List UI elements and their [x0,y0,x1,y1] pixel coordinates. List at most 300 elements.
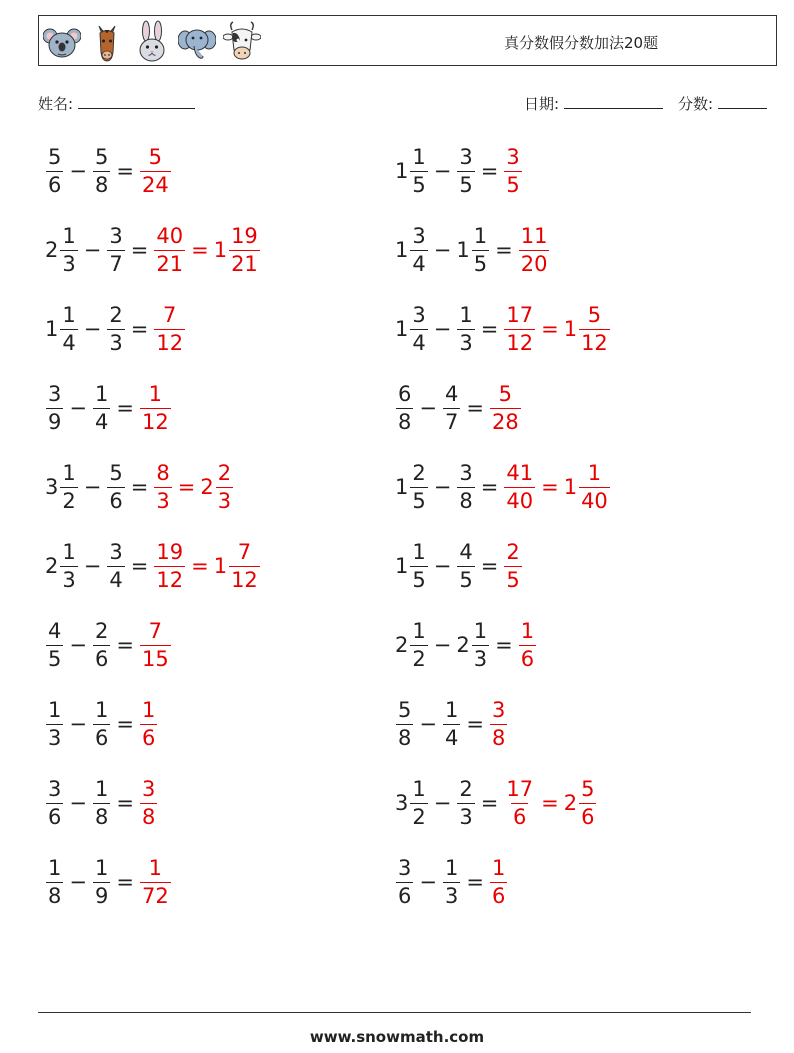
answer-improper-number [153,302,186,355]
date-label: 日期: [524,95,560,113]
answer-improper-denominator: 6 [141,725,156,750]
answer-improper-number [139,855,172,908]
answer-improper-number [503,539,522,592]
subtrahend-numerator: 1 [444,855,459,880]
answer-improper-number [489,855,508,908]
equals-sign: = [466,712,484,736]
name-label: 姓名: [38,95,74,113]
answer-improper-denominator: 6 [513,804,527,829]
answer-equals-sign: = [541,791,559,815]
answer [139,855,172,908]
answer-mixed-numerator: 2 [217,460,232,485]
answer-mixed-number [213,223,261,276]
answer-improper-denominator: 3 [156,488,170,513]
answer-mixed-number [563,460,611,513]
answer-improper-numerator: 1 [491,855,506,880]
minuend-denominator: 3 [62,251,76,276]
equals-sign: = [130,317,149,341]
answer [139,697,158,750]
answer-mixed-denominator: 40 [581,488,608,513]
answer-mixed-numerator: 5 [581,776,595,801]
answer-mixed-whole: 1 [563,317,578,341]
subtrahend-numerator: 1 [94,776,109,801]
answer-mixed-number [563,776,598,829]
subtrahend-denominator: 5 [459,172,473,197]
answer [153,223,260,276]
subtrahend-fraction [457,144,474,197]
answer-improper-number [139,381,172,434]
answer-improper-fraction [504,302,535,355]
answer-improper-number [503,460,536,513]
subtrahend-denominator: 8 [459,488,473,513]
answer-improper-number [518,223,551,276]
subtrahend-denominator: 7 [109,251,123,276]
minuend-fraction [46,776,63,829]
subtrahend-numerator: 1 [459,302,473,327]
subtrahend-number [442,855,461,908]
minuend-denominator: 3 [48,725,62,750]
equals-sign: = [130,238,149,262]
problem-4 [395,220,550,280]
subtrahend-number [456,302,475,355]
answer-mixed-denominator: 12 [581,330,608,355]
answer-improper-numerator: 1 [520,618,535,643]
subtrahend-denominator: 9 [94,883,109,908]
subtrahend-whole: 2 [456,633,470,657]
subtrahend-denominator: 6 [94,725,109,750]
minus-sign: − [419,396,437,420]
minuend-whole: 1 [395,159,409,183]
answer-mixed-whole: 2 [563,791,578,815]
minuend-numerator: 3 [48,776,62,801]
subtrahend-fraction [457,460,474,513]
minus-sign: − [83,475,102,499]
answer-improper-denominator: 12 [141,409,169,434]
subtrahend-denominator: 8 [94,172,109,197]
animal-icons [43,20,268,64]
minus-sign: − [69,870,87,894]
equals-sign: = [480,791,499,815]
answer-improper-denominator: 8 [141,804,156,829]
answer-improper-denominator: 8 [491,725,506,750]
problem-5 [45,299,186,359]
minuend-numerator: 1 [62,302,76,327]
answer-improper-numerator: 11 [520,223,548,248]
minuend-numerator: 3 [398,855,412,880]
subtrahend-fraction [457,302,474,355]
answer [139,381,172,434]
subtrahend-denominator: 5 [473,251,488,276]
minuend-whole: 2 [395,633,409,657]
minuend-fraction [396,381,413,434]
equals-sign: = [480,159,499,183]
minuend-denominator: 8 [398,409,412,434]
problem-7 [45,378,172,438]
answer-improper-numerator: 7 [163,302,177,327]
answer-improper-numerator: 17 [506,776,534,801]
answer-improper-fraction [519,618,536,671]
minuend-numerator: 3 [412,302,426,327]
problem-1 [45,141,172,201]
answer-improper-fraction [154,539,185,592]
answer-mixed-denominator: 12 [231,567,258,592]
subtrahend-fraction [443,855,460,908]
minuend-whole: 1 [395,317,409,341]
minuend-denominator: 8 [398,725,412,750]
minuend-fraction [396,697,413,750]
date-blank [564,94,663,109]
answer-improper-numerator: 2 [506,539,520,564]
minus-sign: − [69,396,87,420]
subtrahend-number [92,776,111,829]
answer-improper-numerator: 17 [506,302,534,327]
answer-improper-numerator: 1 [148,381,163,406]
answer [153,539,260,592]
subtrahend-number [92,618,111,671]
minuend-fraction [410,223,427,276]
minuend-fraction [410,302,427,355]
answer-improper-numerator: 3 [141,776,156,801]
equals-sign: = [116,159,134,183]
answer-improper-denominator: 72 [141,883,169,908]
answer-improper-denominator: 5 [506,172,520,197]
minus-sign: − [83,317,102,341]
answer [153,460,234,513]
subtrahend-number [456,460,475,513]
subtrahend-denominator: 7 [444,409,459,434]
answer-improper-numerator: 40 [156,223,184,248]
score-blank [718,94,767,109]
minuend-fraction [46,144,63,197]
minuend-whole: 2 [45,554,59,578]
answer-improper-number [139,144,172,197]
answer-mixed-number [563,302,611,355]
subtrahend-fraction [107,223,124,276]
elephant-icon [178,20,216,64]
minuend-numerator: 6 [398,381,412,406]
minuend-denominator: 8 [48,883,62,908]
subtrahend-numerator: 1 [473,223,488,248]
answer [489,697,508,750]
answer-improper-fraction [140,144,171,197]
minuend-fraction [46,618,63,671]
minuend-number [45,302,79,355]
answer-equals-sign: = [541,475,559,499]
subtrahend-number [106,223,125,276]
minuend-numerator: 1 [412,776,426,801]
subtrahend-denominator: 3 [473,646,488,671]
minus-sign: − [433,475,452,499]
minuend-denominator: 2 [62,488,76,513]
answer-improper-fraction [504,776,535,829]
subtrahend-fraction [472,223,489,276]
equals-sign: = [480,317,499,341]
minuend-whole: 1 [395,475,409,499]
answer-improper-numerator: 5 [498,381,513,406]
minuend-fraction [410,776,427,829]
minus-sign: − [419,712,437,736]
answer-improper-fraction [504,460,535,513]
answer-improper-fraction [519,223,550,276]
subtrahend-number [442,697,461,750]
name-field [38,93,195,114]
problem-6 [395,299,611,359]
answer-improper-fraction [140,618,171,671]
answer-improper-fraction [504,144,521,197]
minuend-number [45,618,64,671]
minuend-number [45,776,64,829]
answer [153,302,186,355]
minuend-fraction [60,223,77,276]
answer-mixed-numerator: 19 [231,223,258,248]
answer [518,618,537,671]
minuend-numerator: 1 [62,539,76,564]
equals-sign: = [130,475,149,499]
subtrahend-number [456,144,475,197]
subtrahend-numerator: 3 [459,144,473,169]
answer-improper-fraction [490,855,507,908]
subtrahend-number [442,381,461,434]
subtrahend-fraction [93,618,110,671]
answer-mixed-fraction [216,460,233,513]
subtrahend-numerator: 1 [94,381,109,406]
answer-improper-fraction [154,223,185,276]
subtrahend-fraction [93,697,110,750]
minuend-number [395,144,429,197]
subtrahend-denominator: 4 [94,409,109,434]
minuend-number [45,460,79,513]
answer [139,618,172,671]
minuend-denominator: 6 [48,172,62,197]
answer-mixed-whole: 1 [213,554,228,578]
answer-mixed-fraction [579,302,610,355]
equals-sign: = [116,870,134,894]
subtrahend-numerator: 2 [109,302,123,327]
answer-improper-fraction [154,302,185,355]
minuend-number [45,855,64,908]
answer-mixed-numerator: 7 [237,539,252,564]
minus-sign: − [433,791,452,815]
answer [489,855,508,908]
minuend-number [395,302,429,355]
minus-sign: − [433,317,452,341]
minuend-denominator: 2 [412,804,426,829]
answer-improper-fraction [140,776,157,829]
minuend-whole: 2 [45,238,59,262]
problem-20 [395,852,508,912]
subtrahend-fraction [93,381,110,434]
equals-sign: = [466,396,484,420]
answer-improper-denominator: 12 [156,567,184,592]
answer-equals-sign: = [177,475,196,499]
subtrahend-denominator: 3 [459,804,473,829]
minus-sign: − [419,870,437,894]
subtrahend-number [106,302,125,355]
minuend-number [395,381,414,434]
subtrahend-numerator: 3 [109,223,123,248]
minuend-number [45,223,79,276]
minuend-number [395,776,429,829]
answer-equals-sign: = [541,317,559,341]
answer-mixed-whole: 1 [563,475,578,499]
answer-mixed-fraction [579,460,610,513]
footer-website: www.snowmath.com [309,1028,485,1046]
minus-sign: − [69,633,87,657]
problem-3 [45,220,261,280]
subtrahend-fraction [107,460,124,513]
minuend-whole: 3 [45,475,59,499]
answer-improper-fraction [140,381,171,434]
minuend-number [395,697,414,750]
equals-sign: = [495,633,513,657]
problem-14 [395,615,537,675]
subtrahend-denominator: 3 [444,883,459,908]
answer-improper-number [139,618,172,671]
subtrahend-numerator: 2 [459,776,473,801]
answer-mixed-fraction [229,223,260,276]
answer-mixed-fraction [579,776,596,829]
subtrahend-denominator: 3 [459,330,473,355]
subtrahend-fraction [107,539,124,592]
subtrahend-fraction [472,618,489,671]
answer-mixed-denominator: 21 [231,251,258,276]
subtrahend-fraction [443,381,460,434]
subtrahend-denominator: 5 [459,567,473,592]
answer-improper-numerator: 19 [156,539,184,564]
minuend-numerator: 3 [48,381,62,406]
subtrahend-denominator: 8 [94,804,109,829]
problem-17 [45,773,158,833]
answer-mixed-whole: 1 [213,238,228,262]
minuend-fraction [60,302,77,355]
minuend-denominator: 4 [412,251,426,276]
minuend-denominator: 5 [412,488,426,513]
answer-equals-sign: = [191,554,209,578]
problem-13 [45,615,172,675]
answer-improper-numerator: 5 [148,144,163,169]
name-blank [78,94,195,109]
answer-improper-number [153,539,186,592]
minuend-denominator: 9 [48,409,62,434]
subtrahend-number [456,776,475,829]
problem-2 [395,141,523,201]
minus-sign: − [433,554,452,578]
minuend-number [395,223,429,276]
equals-sign: = [116,396,134,420]
answer-improper-denominator: 15 [141,646,169,671]
minuend-denominator: 5 [412,172,426,197]
subtrahend-numerator: 3 [109,539,123,564]
answer-improper-number [503,302,536,355]
minuend-numerator: 1 [412,618,426,643]
answer-improper-denominator: 12 [506,330,534,355]
problem-19 [45,852,172,912]
answer [489,381,522,434]
problem-12 [395,536,523,596]
score-field [678,93,767,114]
minuend-fraction [410,539,427,592]
answer-improper-number [503,144,522,197]
subtrahend-numerator: 1 [444,697,459,722]
minus-sign: − [433,159,452,183]
subtrahend-fraction [457,776,474,829]
answer-mixed-denominator: 6 [581,804,595,829]
answer-mixed-denominator: 3 [217,488,232,513]
answer [139,776,158,829]
header-box [38,15,777,66]
minuend-fraction [46,381,63,434]
answer-improper-fraction [490,381,521,434]
subtrahend-numerator: 4 [444,381,459,406]
answer-improper-fraction [490,697,507,750]
answer-improper-numerator: 8 [156,460,170,485]
minus-sign: − [83,554,102,578]
subtrahend-number [456,539,475,592]
minus-sign: − [433,633,452,657]
minuend-number [395,460,429,513]
koala-icon [43,20,81,64]
subtrahend-numerator: 5 [109,460,123,485]
answer-equals-sign: = [191,238,209,262]
answer-improper-number [153,460,172,513]
minuend-fraction [410,618,427,671]
subtrahend-numerator: 2 [94,618,109,643]
answer-improper-numerator: 1 [148,855,163,880]
minuend-fraction [60,539,77,592]
equals-sign: = [116,633,134,657]
subtrahend-number [92,697,111,750]
subtrahend-denominator: 4 [444,725,459,750]
minuend-fraction [410,144,427,197]
answer-improper-denominator: 5 [506,567,520,592]
subtrahend-number [106,539,125,592]
footer-divider [38,1012,751,1013]
subtrahend-fraction [93,144,110,197]
subtrahend-numerator: 5 [94,144,109,169]
minuend-number [45,539,79,592]
minuend-denominator: 2 [412,646,426,671]
date-field [524,93,663,114]
minuend-numerator: 1 [412,144,426,169]
answer [503,144,522,197]
answer [139,144,172,197]
worksheet-title: 真分数假分数加法20题 [504,34,659,52]
answer-improper-denominator: 21 [156,251,184,276]
answer-improper-number [139,697,158,750]
horse-icon [88,20,126,64]
minuend-denominator: 6 [48,804,62,829]
minus-sign: − [69,791,87,815]
answer-improper-numerator: 7 [148,618,163,643]
minuend-numerator: 1 [48,855,62,880]
answer-improper-number [503,776,536,829]
minuend-whole: 1 [395,238,409,262]
minuend-numerator: 1 [48,697,62,722]
minuend-numerator: 3 [412,223,426,248]
subtrahend-numerator: 1 [473,618,488,643]
answer-improper-denominator: 6 [491,883,506,908]
answer-improper-numerator: 3 [506,144,520,169]
problem-15 [45,694,158,754]
equals-sign: = [495,238,513,262]
subtrahend-numerator: 1 [94,697,109,722]
minuend-number [45,144,64,197]
subtrahend-numerator: 3 [459,460,473,485]
minuend-number [45,697,64,750]
minus-sign: − [433,238,452,262]
minuend-numerator: 5 [48,144,62,169]
score-label: 分数: [678,95,714,113]
